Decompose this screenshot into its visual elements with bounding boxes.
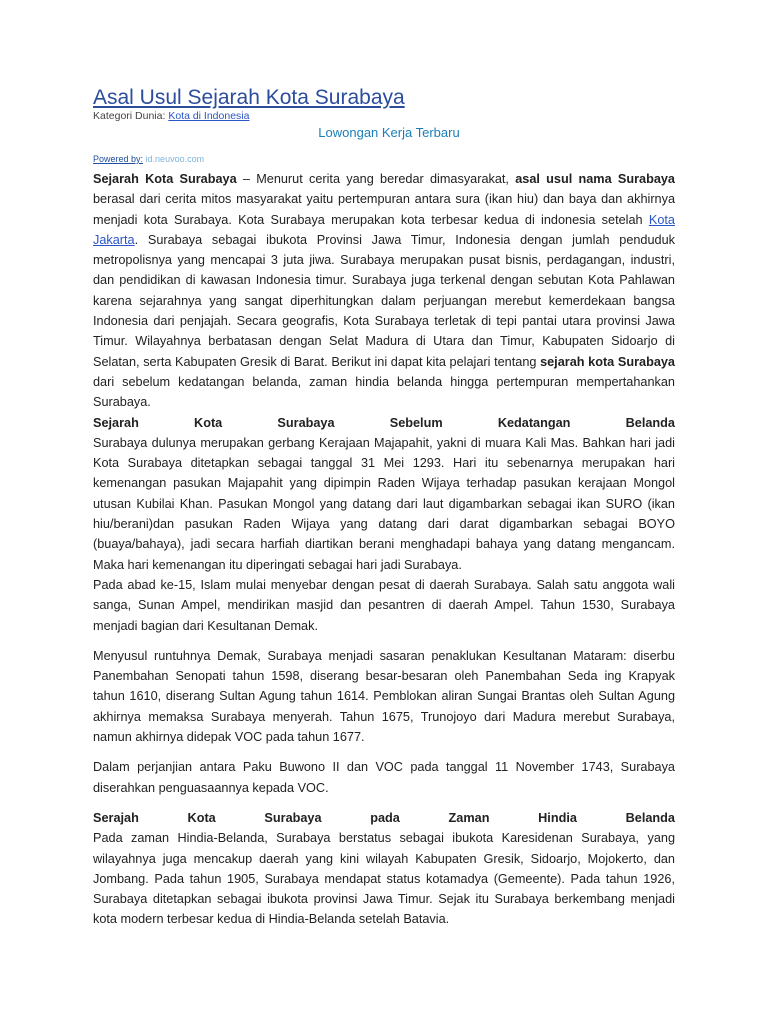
paragraph-mataram: Menyusul runtuhnya Demak, Surabaya menjadi sasaran penaklukan Kesultanan Mataram: diserbu Panembahan Senopati tahun 1598, diserang besar-besaran oleh Panembahan Seda ing Krapyak tahun 1610, diserang Sultan Agung tahun 1614. Pemblokan aliran Sungai Brantas oleh Sultan Agung akhirnya memaksa Surabaya menyerah. Tahun 1675, Trunojoyo dari Madura merebut Surabaya, namun akhirnya didepak VOC pada tahun 1677. [93,648,675,745]
section-heading-sebelum-belanda [93,413,675,433]
intro-paragraph [93,169,675,413]
heading-word: Serajah [93,810,139,825]
heading-word: Belanda [625,415,675,430]
heading-word: Kedatangan [497,415,571,430]
heading-word: Kota [194,415,223,430]
intro-text-3: . Surabaya sebagai ibukota Provinsi Jawa Timur, Indonesia dengan jumlah penduduk metropolisnya yang mencapai 3 juta jiwa. Surabaya merupakan pusat bisnis, perdagangan, industri, dan pendidikan di kawasan Indonesia timur. Surabaya juga terkenal dengan sebutan Kota Pahlawan karena sejarahnya yang sangat diperhitungkan dalam perjuangan merebut kemerdekaan bangsa Indonesia dari penjajah. Secara geografis, Kota Surabaya terletak di tepi pantai utara provinsi Jawa Timur. Wilayahnya berbatasan dengan Selat Madura di Utara dan Timur, Kabupaten Sidoarjo di Selatan, serta Kabupaten Gresik di Barat. Berikut ini dapat kita pelajari tentang [93,232,675,369]
page-title[interactable]: Asal Usul Sejarah Kota Surabaya [93,86,405,109]
category-line [93,110,675,122]
heading-word: Hindia [538,810,577,825]
heading-word: Kota [187,810,216,825]
heading-word: Surabaya [277,415,335,430]
category-label: Kategori Dunia: [93,110,166,122]
intro-text-2: berasal dari cerita mitos masyarakat yaitu pertempuran antara sura (ikan hiu) dan baya dan akhirnya menjadi kota Surabaya. Kota Surabaya merupakan kota terbesar kedua di indonesia setelah [93,192,675,227]
intro-bold-2: asal usul nama Surabaya [515,172,675,186]
powered-by [93,154,675,164]
intro-text-1: – Menurut cerita yang beredar dimasyarakat, [236,172,516,186]
heading-word: Surabaya [264,810,322,825]
heading-word: Sebelum [389,415,443,430]
heading-word: Belanda [625,810,675,825]
paragraph-hindia-belanda: Pada zaman Hindia-Belanda, Surabaya berstatus sebagai ibukota Karesidenan Surabaya, yang wilayahnya juga mencakup daerah yang kini wilayah Kabupaten Gresik, Sidoarjo, Mojokerto, dan Jombang. Pada tahun 1905, Surabaya mendapat status kotamadya (Gemeente). Pada tahun 1926, Surabaya ditetapkan sebagai ibukota provinsi Jawa Timur. Sejak itu Surabaya berkembang menjadi kota modern terbesar kedua di Hindia-Belanda setelah Batavia. [93,831,675,927]
category-link[interactable]: Kota di Indonesia [168,110,250,122]
intro-text-4: dari sebelum kedatangan belanda, zaman hindia belanda hingga pertempuran mempertahankan Surabaya. [93,374,675,410]
jobs-heading[interactable]: Lowongan Kerja Terbaru [318,125,460,140]
powered-by-source[interactable]: id.neuvoo.com [145,154,205,164]
kota-jakarta-link[interactable]: Kota Jakarta [93,212,675,247]
intro-bold-1: Sejarah Kota Surabaya [93,172,237,186]
paragraph-majapahit: Surabaya dulunya merupakan gerbang Kerajaan Majapahit, yakni di muara Kali Mas. Bahkan hari jadi Kota Surabaya ditetapkan sebagai tanggal 31 Mei 1293. Hari itu sebenarnya merupakan hari kemenangan pasukan Majapahit yang dipimpin Raden Wijaya terhadap pasukan kerajaan Mongol utusan Kubilai Khan. Pasukan Mongol yang datang dari laut digambarkan sebagai ikan SURO (ikan hiu/berani)dan pasukan Raden Wijaya yang datang dari darat digambarkan sebagai BOYO (buaya/bahaya), jadi secara harfiah diartikan berani menghadapi bahaya yang datang mengancam. Maka hari kemenangan itu diperingati sebagai hari jadi Surabaya. [93,435,675,572]
intro-bold-3: sejarah kota Surabaya [540,354,675,369]
document-page [93,86,675,930]
paragraph-voc: Dalam perjanjian antara Paku Buwono II dan VOC pada tanggal 11 November 1743, Surabaya diserahkan penguasaannya kepada VOC. [93,760,675,795]
heading-word: Zaman [448,810,490,825]
article-body [93,169,675,930]
section-heading-hindia-belanda [93,808,675,828]
heading-word: pada [370,810,400,825]
paragraph-islam: Pada abad ke-15, Islam mulai menyebar dengan pesat di daerah Surabaya. Salah satu anggota wali sanga, Sunan Ampel, mendirikan masjid dan pesantren di daerah Ampel. Tahun 1530, Surabaya menjadi bagian dari Kesultanan Demak. [93,577,675,633]
heading-word: Sejarah [93,415,139,430]
powered-by-label: Powered by: [93,154,144,164]
